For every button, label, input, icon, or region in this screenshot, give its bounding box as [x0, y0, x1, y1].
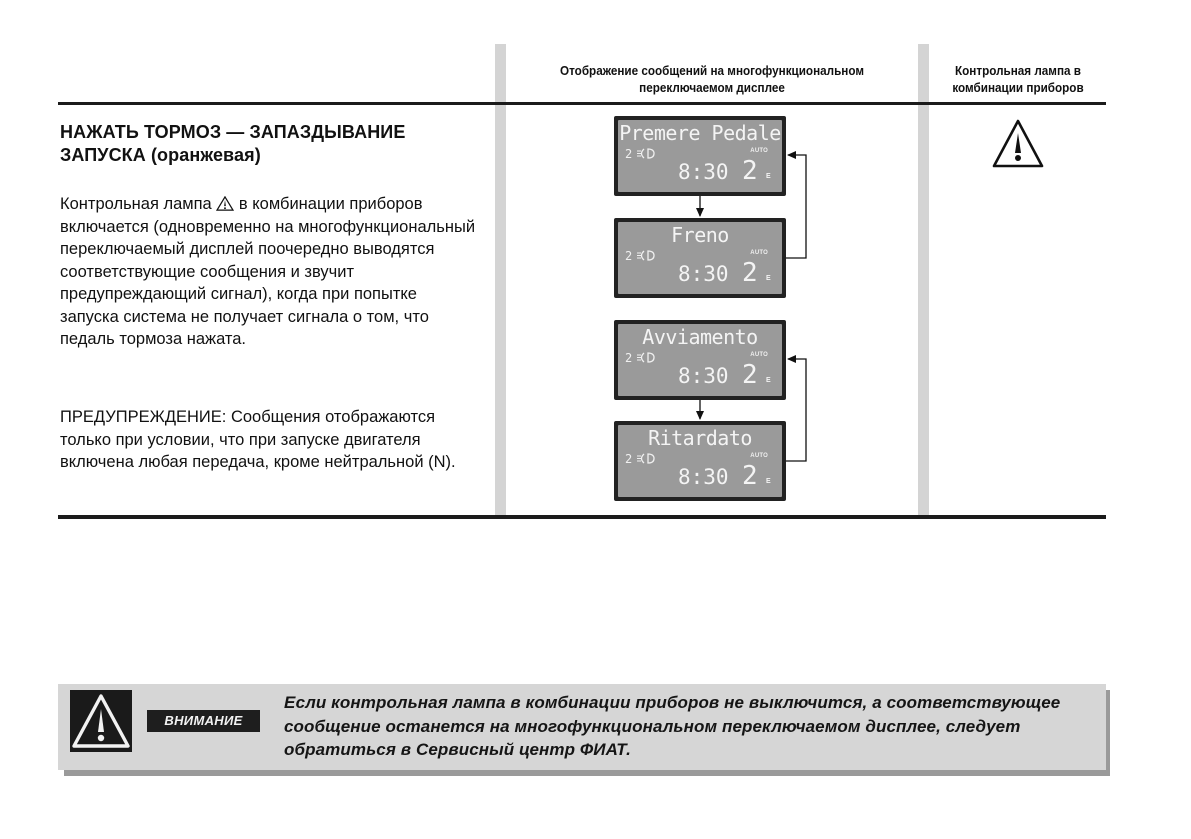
section-title: НАЖАТЬ ТОРМОЗ — ЗАПАЗДЫВАНИЕ ЗАПУСКА (оранжевая) — [60, 122, 406, 165]
display-time: 8:30 — [678, 364, 729, 388]
display-message-text: Ritardato — [648, 426, 752, 450]
display-small-gear: 2 — [625, 351, 633, 365]
display-message-text: Freno — [671, 223, 729, 247]
display-message-4 — [614, 421, 786, 501]
lamp-column-header: Контрольная лампа в комбинации приборов — [952, 63, 1084, 95]
display-gear-suffix: E — [766, 173, 771, 180]
display-message-1 — [614, 116, 786, 196]
display-auto-label: AUTO — [750, 148, 768, 154]
headlamp-icon — [636, 148, 656, 159]
display-time: 8:30 — [678, 465, 729, 489]
description-text-end: в комбинации приборов включается (одновременно на многофункциональный переключаемый дисплей поочередно выводятся соответствующие сообщения и звучит предупреждающий сигнал), когда при попытке запуска система не получает сигнала о том, что педаль тормоза нажата. — [60, 195, 476, 348]
display-auto-label: AUTO — [750, 250, 768, 256]
display-gear: 2 — [742, 461, 758, 491]
display-small-gear: 2 — [625, 452, 633, 466]
display-gear: 2 — [742, 156, 758, 186]
column-separator — [495, 44, 506, 516]
display-auto-label: AUTO — [750, 352, 768, 358]
display-message-3 — [614, 320, 786, 400]
display-message-text: Avviamento — [642, 325, 758, 349]
description-text-start: Контрольная лампа — [60, 195, 217, 213]
display-small-gear: 2 — [625, 249, 633, 263]
display-time: 8:30 — [678, 262, 729, 286]
warning-label: ВНИМАНИЕ — [147, 710, 260, 732]
display-gear-suffix: E — [766, 377, 771, 384]
display-column-header: Отображение сообщений на многофункциональном переключаемом дисплее — [559, 63, 865, 95]
display-small-gear: 2 — [625, 147, 633, 161]
column-separator — [918, 44, 929, 516]
warning-triangle-icon — [992, 118, 1044, 170]
display-gear: 2 — [742, 258, 758, 288]
display-gear-suffix: E — [766, 275, 771, 282]
headlamp-icon — [636, 250, 656, 261]
headlamp-icon — [636, 352, 656, 363]
display-auto-label: AUTO — [750, 453, 768, 459]
table-bottom-rule — [58, 515, 1106, 519]
description-paragraph — [60, 193, 480, 351]
display-gear: 2 — [742, 360, 758, 390]
headlamp-icon — [636, 453, 656, 464]
display-message-2 — [614, 218, 786, 298]
warning-triangle-icon — [216, 196, 234, 211]
warning-triangle-icon — [70, 690, 132, 752]
warning-note-paragraph: ПРЕДУПРЕЖДЕНИЕ: Сообщения отображаются только при условии, что при запуске двигателя включена любая передача, кроме нейтральной (N). — [60, 408, 456, 471]
display-gear-suffix: E — [766, 478, 771, 485]
warning-icon-box — [70, 690, 132, 752]
warning-text: Если контрольная лампа в комбинации приборов не выключится, а соответствующее сообщение останется на многофункциональном переключаемом дисплее, следует обратиться в Сервисный центр ФИАТ. — [284, 693, 1061, 759]
display-message-text: Premere Pedale — [619, 121, 781, 145]
display-time: 8:30 — [678, 160, 729, 184]
table-top-rule — [58, 102, 1106, 105]
